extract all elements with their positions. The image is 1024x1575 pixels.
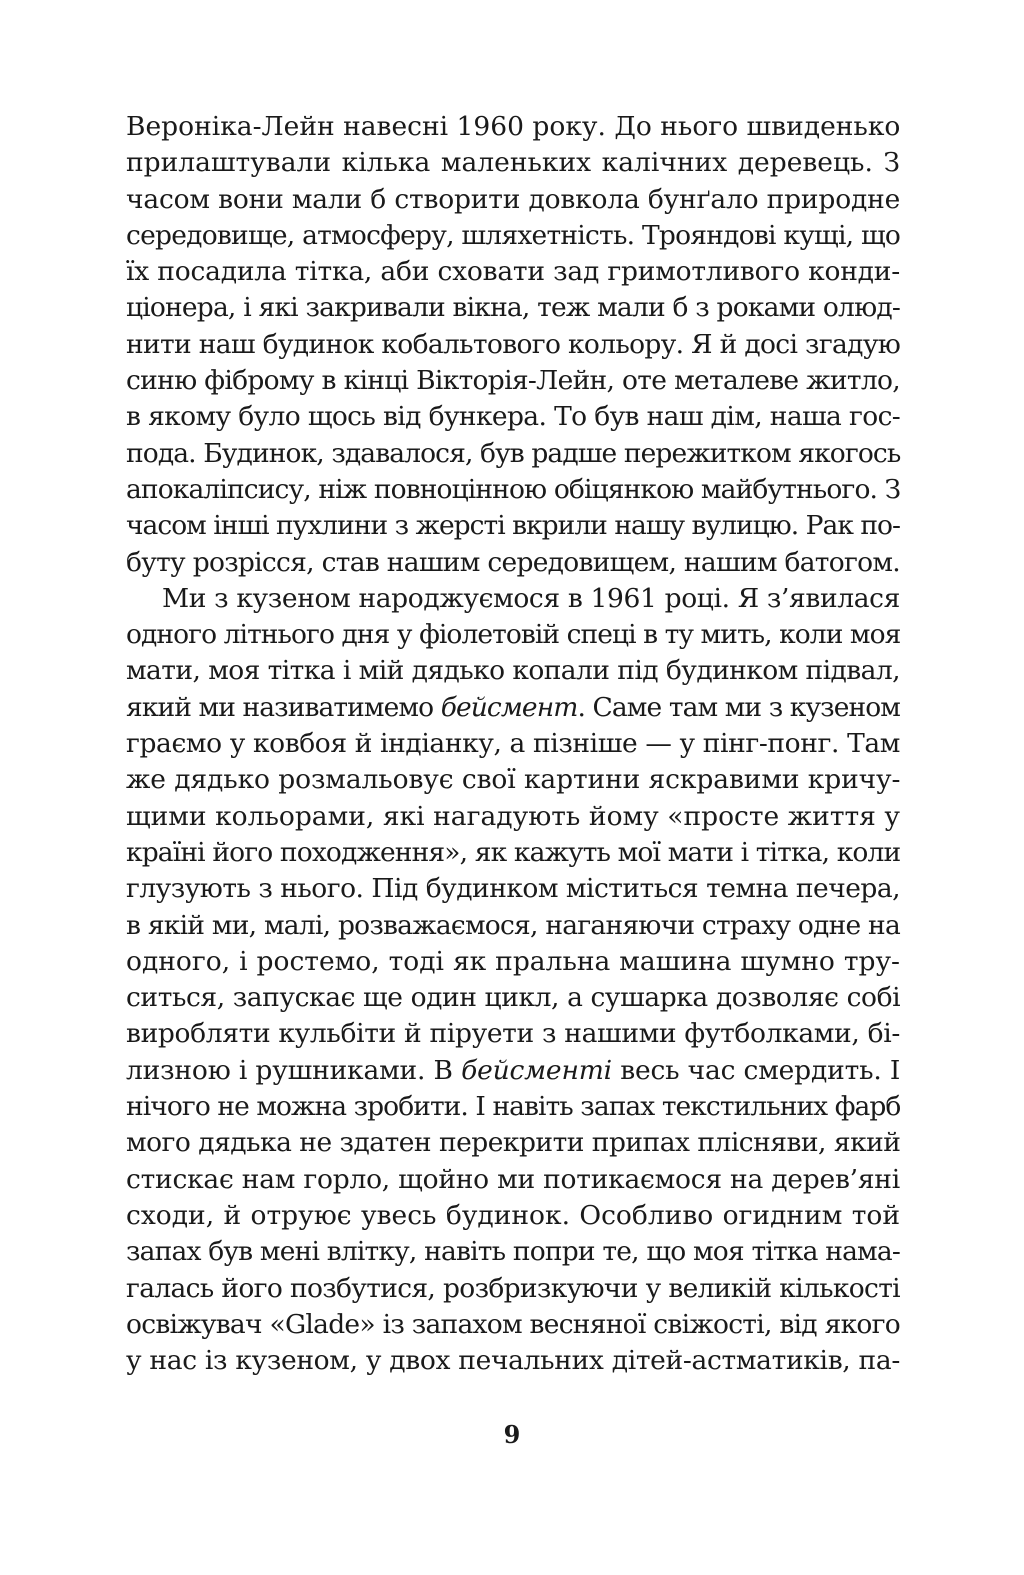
text-line: [126, 1307, 900, 1343]
text-segment: часом інші пухлини з жерсті вкрили нашу вулицю. Рак по-: [126, 510, 900, 542]
italic-term: бейсменті: [461, 1054, 612, 1086]
text-line: [126, 363, 900, 399]
text-segment: же дядько розмальовує свої картини яскравими кричу-: [126, 764, 901, 796]
text-segment: галась його позбутися, розбризкуючи у великій кількості: [126, 1272, 900, 1304]
text-segment: стискає нам горло, щойно ми потикаємося на дерев’яні: [126, 1163, 900, 1195]
text-line: [126, 1343, 900, 1379]
text-segment: глузують з нього. Під будинком міститься темна печера,: [126, 873, 900, 905]
text-line: [126, 871, 900, 907]
text-segment: граємо у ковбоя й індіанку, а пізніше — у пінг-понг. Там: [126, 728, 900, 760]
text-segment: у нас із кузеном, у двох печальних дітей-астматиків, па-: [126, 1345, 900, 1377]
text-segment: освіжувач «Glade» із запахом весняної свіжості, від якого: [126, 1308, 900, 1340]
body-text: [126, 109, 900, 1379]
text-segment: буту розрісся, став нашим середовищем, нашим батогом.: [126, 546, 900, 578]
text-line: [126, 1234, 900, 1270]
text-line: [126, 290, 900, 326]
text-line: [126, 1198, 900, 1234]
text-segment: мого дядька не здатен перекрити припах плісняви, який: [126, 1127, 901, 1159]
text-line: [126, 436, 900, 472]
text-line: [126, 182, 900, 218]
text-line: [126, 762, 900, 798]
text-line: [126, 653, 900, 689]
text-line: [126, 1162, 900, 1198]
text-line: [126, 835, 900, 871]
page-number: 9: [503, 1420, 521, 1449]
text-segment: часом вони мали б створити довкола бунґало природне: [126, 183, 901, 215]
italic-term: бейсмент: [440, 691, 578, 723]
text-line: [126, 218, 900, 254]
text-line: [126, 327, 900, 363]
text-segment: . Саме там ми з кузеном: [577, 691, 900, 723]
text-line: [126, 617, 900, 653]
text-line: [126, 145, 900, 181]
text-segment: який ми називатимемо: [126, 691, 441, 723]
text-segment: лизною і рушниками. В: [126, 1054, 462, 1086]
text-line: [126, 1271, 900, 1307]
text-segment: сходи, й отруює увесь будинок. Особливо огидним той: [126, 1199, 900, 1231]
text-segment: нічого не можна зробити. І навіть запах текстильних фарб: [126, 1091, 901, 1123]
text-segment: весь час смердить. І: [611, 1054, 901, 1086]
text-segment: синю фіброму в кінці Вікторія-Лейн, оте металеве житло,: [126, 365, 900, 397]
text-segment: щими кольорами, які нагадують йому «просте життя у: [126, 800, 900, 832]
text-line: [126, 1016, 900, 1052]
text-segment: мати, моя тітка і мій дядько копали під будинком підвал,: [126, 655, 900, 687]
text-segment: запах був мені влітку, навіть попри те, що моя тітка нама-: [126, 1236, 900, 1268]
text-segment: виробляти кульбіти й піруети з нашими футболками, бі-: [126, 1018, 900, 1050]
text-line: [126, 908, 900, 944]
text-line: [126, 254, 900, 290]
text-line: [126, 1089, 900, 1125]
text-line: [126, 690, 900, 726]
text-segment: нити наш будинок кобальтового кольору. Я й досі згадую: [126, 328, 901, 360]
text-segment: одного літнього дня у фіолетовій спеці в ту мить, коли моя: [126, 619, 901, 651]
text-line: [126, 399, 900, 435]
text-segment: середовище, атмосферу, шляхетність. Трояндові кущі, що: [126, 219, 901, 251]
text-segment: країні його походження», як кажуть мої мати і тітка, коли: [126, 836, 901, 868]
text-line: [126, 508, 900, 544]
text-line: [126, 944, 900, 980]
text-segment: прилаштували кілька маленьких калічних деревець. З: [126, 147, 900, 179]
text-line: [126, 980, 900, 1016]
text-segment: в якій ми, малі, розважаємося, наганяючи страху одне на: [126, 909, 900, 941]
text-line: [126, 545, 900, 581]
text-line: [126, 1125, 900, 1161]
text-segment: пода. Будинок, здавалося, був радше пережитком якогось: [126, 437, 901, 469]
text-segment: ситься, запускає ще один цикл, а сушарка дозволяє собі: [126, 982, 901, 1014]
text-segment: Ми з кузеном народжуємося в 1961 році. Я з’явилася: [162, 582, 900, 614]
text-segment: їх посадила тітка, аби сховати зад гримотливого конди-: [126, 256, 900, 288]
text-line: [126, 109, 900, 145]
text-segment: Вероніка-Лейн навесні 1960 року. До нього швиденько: [126, 111, 901, 142]
text-line: [126, 726, 900, 762]
text-segment: апокаліпсису, ніж повноцінною обіцянкою майбутнього. З: [126, 473, 901, 505]
text-line: [126, 472, 900, 508]
text-segment: в якому було щось від бункера. То був наш дім, наша гос-: [126, 401, 901, 433]
text-segment: ціонера, і які закривали вікна, теж мали б з роками олюд-: [126, 292, 900, 324]
text-line: [126, 799, 900, 835]
text-segment: одного, і ростемо, тоді як пральна машина шумно тру-: [126, 945, 900, 977]
text-line: [126, 1053, 900, 1089]
text-line: [126, 581, 900, 617]
